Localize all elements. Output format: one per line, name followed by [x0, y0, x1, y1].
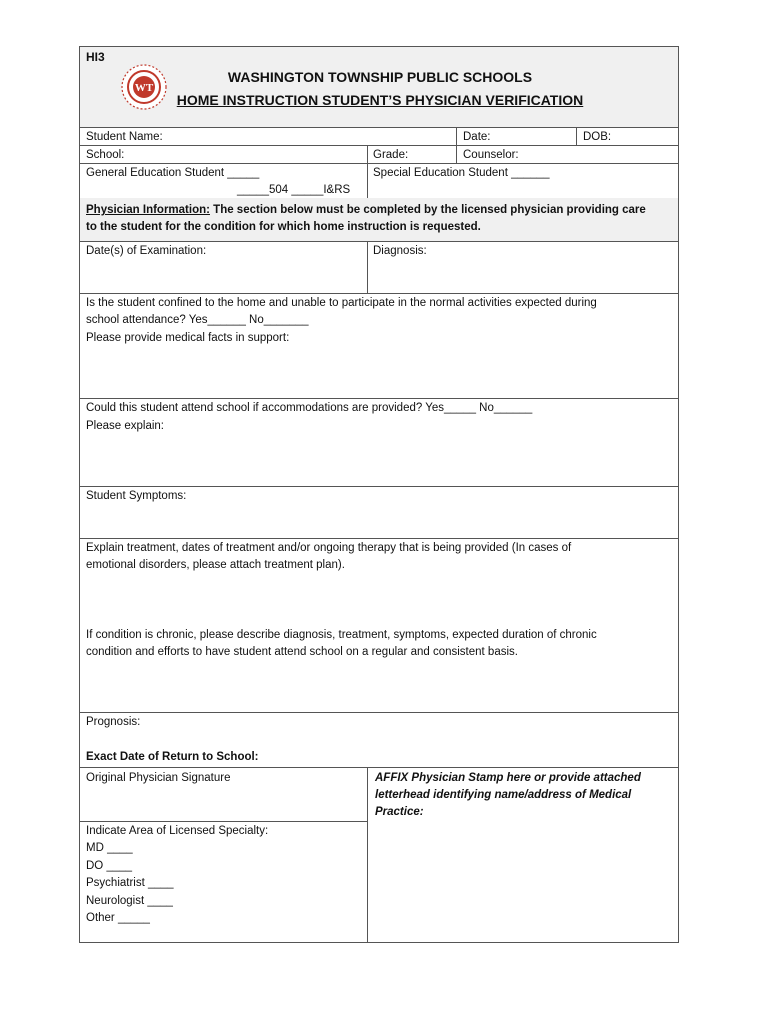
specialty-neurologist[interactable]: Neurologist ____: [86, 895, 173, 907]
divider: [80, 767, 678, 768]
chronic-condition-question[interactable]: If condition is chronic, please describe diagnosis, treatment, symptoms, expected duration of chronic: [86, 629, 597, 641]
specialty-psychiatrist[interactable]: Psychiatrist ____: [86, 877, 174, 889]
divider: [80, 821, 368, 822]
counselor-label: Counselor:: [463, 149, 519, 161]
treatment-question-line2: emotional disorders, please attach treatment plan).: [86, 559, 345, 571]
header-background: [80, 47, 678, 127]
special-education-field[interactable]: Special Education Student ______: [373, 167, 550, 179]
return-date-field[interactable]: Exact Date of Return to School:: [86, 751, 259, 763]
physician-info-line2: to the student for the condition for which home instruction is requested.: [86, 221, 481, 233]
divider: [80, 145, 678, 146]
stamp-line3: Practice:: [375, 806, 424, 818]
explain-field[interactable]: Please explain:: [86, 420, 164, 432]
physician-info-line1: The section below must be completed by the licensed physician providing care: [209, 204, 646, 216]
specialty-do[interactable]: DO ____: [86, 860, 133, 872]
district-title: WASHINGTON TOWNSHIP PUBLIC SCHOOLS: [227, 69, 533, 85]
divider-v: [367, 241, 368, 293]
divider: [80, 163, 678, 164]
form-code: HI3: [86, 50, 105, 64]
grade-label: Grade:: [373, 149, 409, 161]
student-name-label: Student Name:: [86, 131, 163, 143]
physician-signature-field[interactable]: Original Physician Signature: [86, 772, 231, 784]
divider: [80, 293, 678, 294]
divider: [80, 127, 678, 128]
physician-verification-form: [79, 46, 679, 943]
confined-question: Is the student confined to the home and unable to participate in the normal activities expected during: [86, 297, 597, 309]
divider-v: [576, 127, 577, 145]
divider: [80, 538, 678, 539]
divider-v: [456, 145, 457, 163]
divider: [80, 486, 678, 487]
dob-label: DOB:: [583, 131, 612, 143]
general-education-field[interactable]: General Education Student _____: [86, 167, 260, 179]
divider-v: [367, 145, 368, 198]
divider: [80, 241, 678, 242]
examination-dates-field[interactable]: Date(s) of Examination:: [86, 245, 207, 257]
treatment-question[interactable]: Explain treatment, dates of treatment and/or ongoing therapy that is being provided (In cases of: [86, 542, 572, 554]
form-title: HOME INSTRUCTION STUDENT’S PHYSICIAN VERIFICATION: [176, 92, 584, 108]
specialty-other[interactable]: Other _____: [86, 912, 150, 924]
accommodations-question[interactable]: Could this student attend school if accommodations are provided? Yes_____ No______: [86, 402, 533, 414]
school-label: School:: [86, 149, 125, 161]
divider-v: [456, 127, 457, 145]
prognosis-field[interactable]: Prognosis:: [86, 716, 141, 728]
stamp-line1: AFFIX Physician Stamp here or provide attached: [375, 772, 641, 784]
medical-facts-field[interactable]: Please provide medical facts in support:: [86, 332, 290, 344]
divider: [80, 712, 678, 713]
physician-info-heading: Physician Information:: [86, 204, 210, 216]
stamp-line2: letterhead identifying name/address of Medical: [375, 789, 632, 801]
logo-text: WT: [134, 82, 154, 94]
divider-v: [367, 767, 368, 943]
specialty-label: Indicate Area of Licensed Specialty:: [86, 825, 269, 837]
chronic-condition-line2: condition and efforts to have student attend school on a regular and consistent basis.: [86, 646, 518, 658]
divider: [80, 398, 678, 399]
physician-info-text: [86, 202, 646, 219]
diagnosis-field[interactable]: Diagnosis:: [373, 245, 427, 257]
date-label: Date:: [463, 131, 491, 143]
confined-yes-no-field[interactable]: school attendance? Yes______ No_______: [86, 314, 309, 326]
student-symptoms-field[interactable]: Student Symptoms:: [86, 490, 187, 502]
specialty-md[interactable]: MD ____: [86, 842, 133, 854]
504-irs-field[interactable]: _____504 _____I&RS: [237, 184, 351, 196]
